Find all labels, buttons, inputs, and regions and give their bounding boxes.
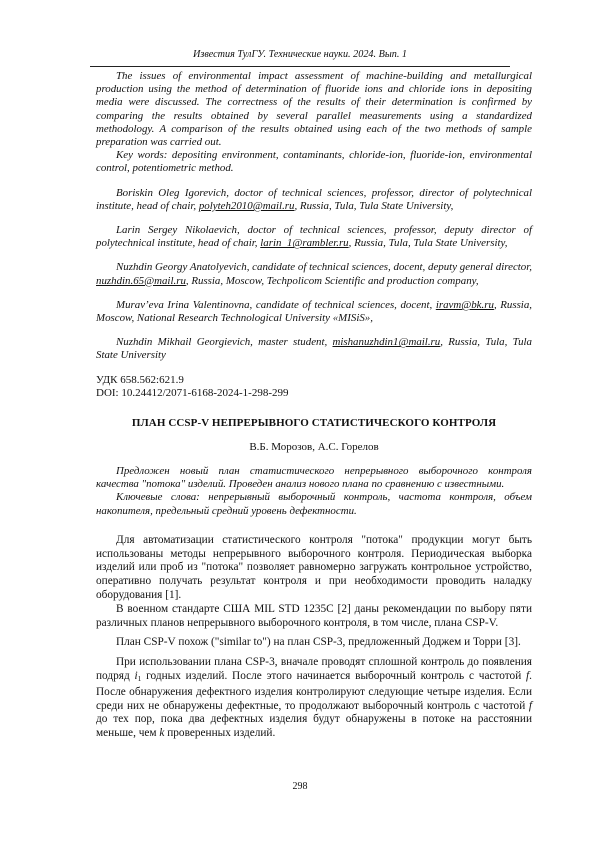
author-en-larin: Larin Sergey Nikolaevich, doctor of technical sciences, professor, deputy director of polytechnical institute, head of chair, larin_1@rambler.ru, Russia, Tula, Tula State University, <box>96 224 532 250</box>
email-link[interactable]: larin_1@rambler.ru <box>260 237 349 250</box>
email-link[interactable]: iravm@bk.ru <box>435 298 494 311</box>
running-header: Известия ТулГУ. Технические науки. 2024. Вып. 1 <box>192 49 408 60</box>
author-en-muraveva: Murav’eva Irina Valentinovna, candidate of technical sciences, docent, iravm@bk.ru, Russia, Moscow, National Research Technological University «MISiS», <box>96 298 532 325</box>
body-paragraph-4: При использовании плана CSP-3, вначале проводят сплошной контроль до появления подряд $i_1$ годных изделий. После этого начинается выборочный контроль с частотой f. После обнаружения дефектного изделия контролируют следующие четыре изделия. Если среди них не обнаружены дефектные, то продолжают выборочный контроль с частотой f до тех пор, пока два дефектных изделия будут обнаружены в потоке на расстоянии меньше, чем k проверенных изделий. <box>96 656 532 740</box>
var-f: f <box>528 699 532 712</box>
udc-code: УДК 658.562:621.9 <box>96 373 184 386</box>
var-k: k <box>159 727 165 740</box>
var-i: i <box>134 670 138 683</box>
email-link[interactable]: nuzhdin.65@mail.ru <box>96 274 186 287</box>
var-f: f <box>526 670 530 683</box>
email-link[interactable]: polyteh2010@mail.ru <box>198 199 295 212</box>
body-paragraph-2: В военном стандарте США MIL STD 1235C [2] даны рекомендации по выбору пяти различных планов непрерывного выборочного контроля, в том числе, плана CSP-V. <box>96 602 532 629</box>
header-rule <box>90 66 510 67</box>
author-en-boriskin: Boriskin Oleg Igorevich, doctor of technical sciences, professor, director of polytechnical institute, head of chair, polyteh2010@mail.ru, Russia, Tula, Tula State University, <box>96 186 532 212</box>
page-number: 298 <box>292 781 308 792</box>
keywords-en: Key words: depositing environment, contaminants, chloride-ion, fluoride-ion, environmental control, potentiometric method. <box>96 149 532 175</box>
abstract-ru: Предложен новый план статистического непрерывного выборочного контроля качества "потока" изделий. Проведен анализ нового плана по сравнению с известными. <box>96 465 532 491</box>
author-en-nuzhdin-m: Nuzhdin Mikhail Georgievich, master student, mishanuzhdin1@mail.ru, Russia, Tula, Tula State University <box>96 336 532 362</box>
article-title: ПЛАН CCSP-V НЕПРЕРЫВНОГО СТАТИСТИЧЕСКОГО КОНТРОЛЯ <box>131 416 497 429</box>
body-paragraph-1: Для автоматизации статистического контроля "потока" продукции могут быть использованы методы непрерывного выборочного контроля. Периодическая выборка изделий или проб из "потока" позволяет равномерно загружать контрольное устройство, оперативно получать результат контроля и при необходимости проводить наладку оборудования [1]. <box>96 533 532 602</box>
abstract-en: The issues of environmental impact assessment of machine-building and metallurgical production using the method of determination of fluoride ions and chloride ions in depositing media were discussed. The correctness of the results of their determination is confirmed by comparing the results obtained by several parallel measurements using a standardized methodology. A comparison of the results obtained using each of the two methods of sample preparation was carried out. <box>96 70 532 149</box>
article-authors: В.Б. Морозов, А.С. Горелов <box>249 440 379 453</box>
keywords-ru: Ключевые слова: непрерывный выборочный контроль, частота контроля, объем накопителя, предельный средний уровень дефектности. <box>96 491 532 517</box>
body-paragraph-3: План CSP-V похож ("similar to") на план CSP-3, предложенный Доджем и Торри [3]. <box>116 636 521 649</box>
page-content <box>96 70 532 741</box>
subscript-1: 1 <box>137 674 142 684</box>
email-link[interactable]: mishanuzhdin1@mail.ru <box>332 336 441 349</box>
author-en-nuzhdin-g: Nuzhdin Georgy Anatolyevich, candidate of technical sciences, docent, deputy general director, nuzhdin.65@mail.ru, Russia, Moscow, Techpolicom Scientific and production company, <box>96 261 532 287</box>
udc-block <box>96 374 532 400</box>
doi: DOI: 10.24412/2071-6168-2024-1-298-299 <box>96 386 289 399</box>
